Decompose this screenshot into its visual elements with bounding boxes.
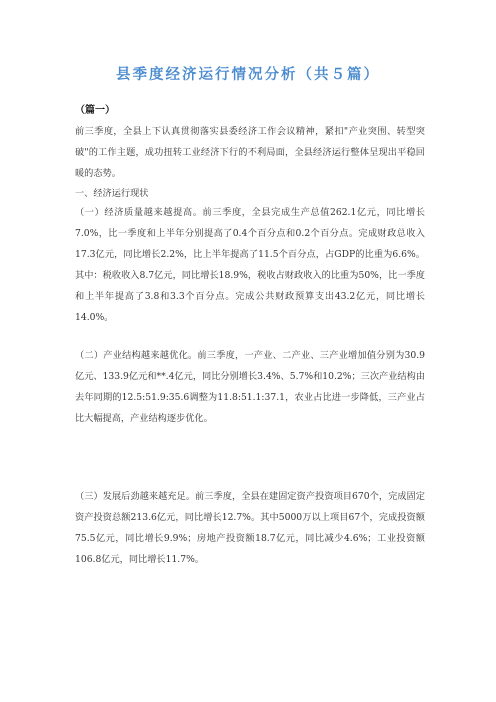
paragraph-economic-quality: （一）经济质量越来越提高。前三季度，全县完成生产总值262.1亿元，同比增长7.0%，比一季度和上半年分别提高了0.4个百分点和0.2个百分点。完成财政总收入17.3亿元，同比增长2.2%，比上半年提高了11.5个百分点，占GDP的比重为6.6%。其中：税收收入8.7亿元，同比增长18.9%，税收占财政收入的比重为50%，比一季度和上半年提高了3.8和3.3个百分点。完成公共财政预算支出43.2亿元，同比增长14.0%。 [75,207,425,323]
part-label: （篇一） [75,105,115,116]
paragraph-industrial-structure: （二）产业结构越来越优化。前三季度，一产业、二产业、三产业增加值分别为30.9亿元、133.9亿元和**.4亿元，同比分别增长3.4%、5.7%和10.2%；三次产业结构由去年同期的12.5:51.9:35.6调整为11.8:51.1:37.1，农业占比进一步降低，三产业占比大幅提高，产业结构逐步优化。 [75,350,425,424]
intro-paragraph: 前三季度，全县上下认真贯彻落实县委经济工作会议精神，紧扣"产业突围、转型突破"的工作主题，成功扭转工业经济下行的不利局面，全县经济运行整体呈现出平稳回暖的态势。 [75,126,425,179]
section-heading: 一、经济运行现状 [75,188,149,199]
paragraph-development-momentum: （三）发展后劲越来越充足。前三季度，全县在建固定资产投资项目670个，完成固定资产投资总额213.6亿元，同比增长12.7%。其中5000万以上项目67个，完成投资额75.5亿元，同比增长9.9%；房地产投资额18.7亿元，同比减少4.6%；工业投资额106.8亿元，同比增长11.7%。 [75,491,425,565]
document-title: 县季度经济运行情况分析（共５篇） [116,67,380,83]
